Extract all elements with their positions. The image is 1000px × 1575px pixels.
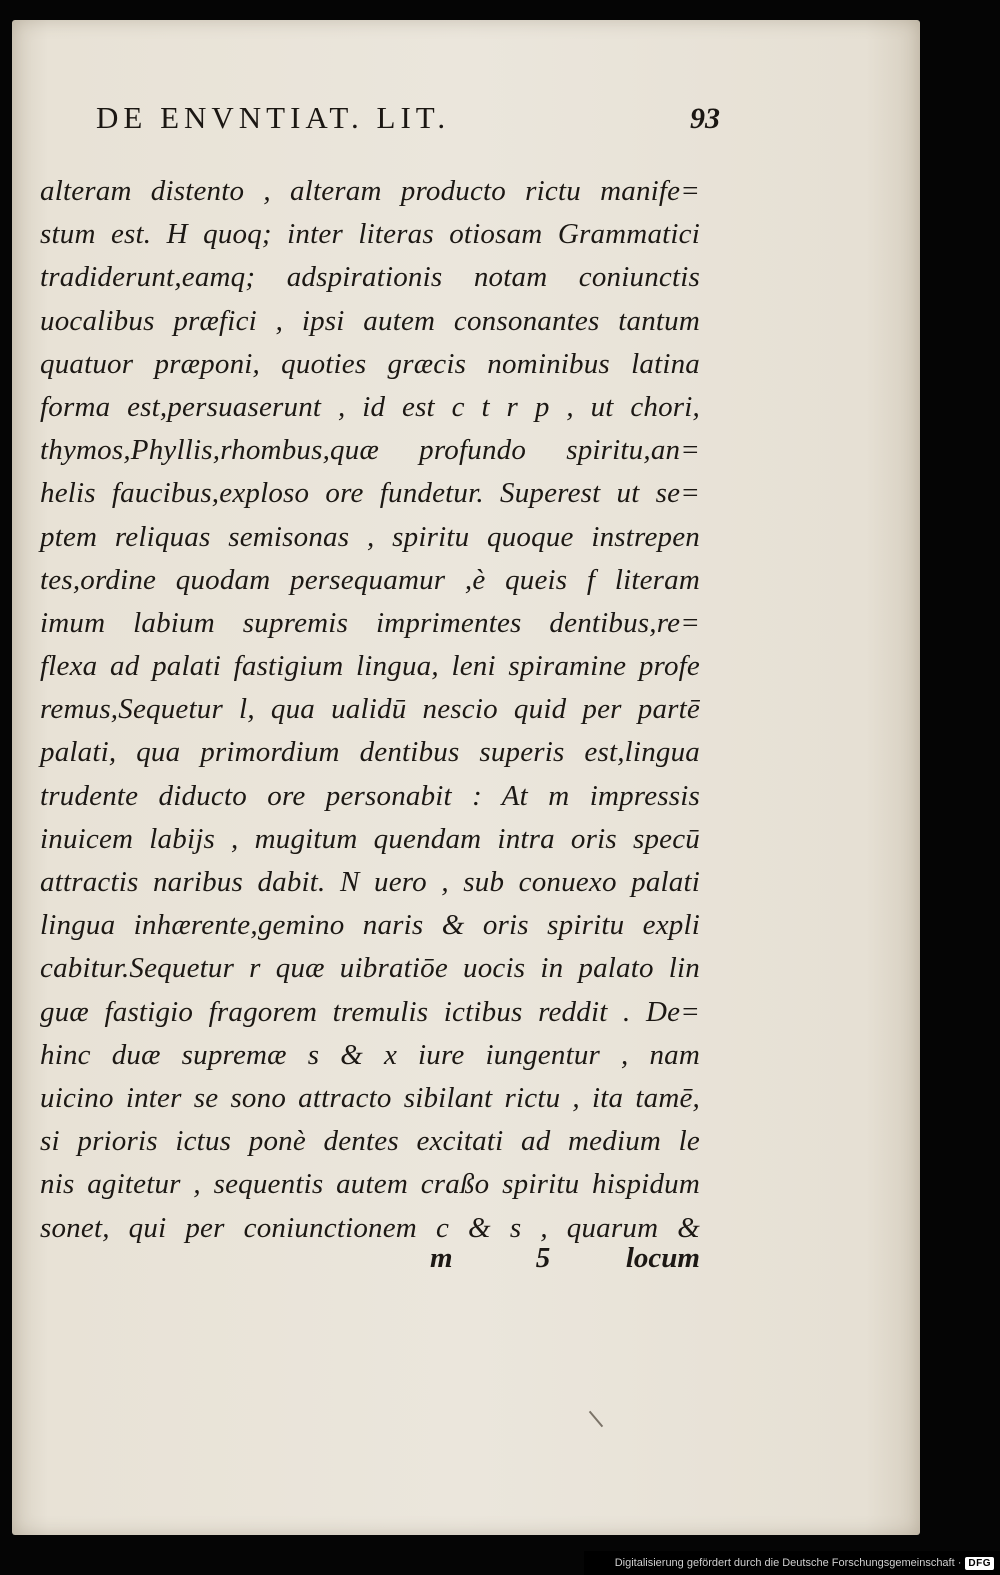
text-line: cabitur.Sequetur r quæ uibratiōe uocis in palato lin [40, 952, 700, 985]
dfg-logo-icon: DFG [965, 1557, 994, 1570]
text-line: sonet, qui per coniunctionem c & s , quarum & [40, 1211, 700, 1244]
body-text [40, 170, 700, 1250]
catchword: locum [625, 1242, 700, 1274]
text-line: attractis naribus dabit. N uero , sub conuexo palati [40, 866, 700, 898]
text-line: tradiderunt,eamq; adspirationis notam coniunctis [40, 261, 700, 294]
page-text-area [40, 20, 720, 1535]
footer-bar [584, 1551, 1000, 1575]
text-line: flexa ad palati fastigium lingua, leni spiramine profe [40, 650, 700, 683]
signature-number: 5 [535, 1242, 551, 1274]
text-line: ptem reliquas semisonas , spiritu quoque instrepen [40, 520, 700, 553]
text-line: trudente diducto ore personabit : At m impressis [40, 779, 700, 812]
running-head [96, 100, 720, 136]
text-line: quatuor præponi, quoties græcis nominibus latina [40, 347, 700, 380]
text-line: imum labium supremis imprimentes dentibus,re= [40, 606, 700, 639]
text-line: inuicem labijs , mugitum quendam intra oris specū [40, 822, 700, 855]
catchword-line [430, 1242, 700, 1275]
text-line: stum est. H quoq; inter literas otiosam Grammatici [40, 218, 700, 251]
text-line: uocalibus præfici , ipsi autem consonantes tantum [40, 304, 700, 337]
text-line: lingua inhærente,gemino naris & oris spiritu expli [40, 909, 700, 942]
text-line: forma est,persuaserunt , id est c t r p , ut chori, [40, 390, 700, 423]
text-line: tes,ordine quodam persequamur ,è queis f literam [40, 563, 700, 596]
text-line: nis agitetur , sequentis autem craßo spiritu hispidum [40, 1168, 700, 1201]
text-line: helis faucibus,exploso ore fundetur. Superest ut se= [40, 477, 700, 510]
text-line: guæ fastigio fragorem tremulis ictibus reddit . De= [40, 995, 700, 1028]
text-line: si prioris ictus ponè dentes excitati ad medium le [40, 1125, 700, 1158]
text-line: palati, qua primordium dentibus superis est,lingua [40, 736, 700, 769]
text-line: alteram distento , alteram producto rictu manife= [40, 175, 700, 207]
text-line: uicino inter se sono attracto sibilant rictu , ita tamē, [40, 1081, 700, 1114]
funding-credit: Digitalisierung gefördert durch die Deutsche Forschungsgemeinschaft · [614, 1557, 962, 1569]
text-line: remus,Sequetur l, qua ualidū nescio quid per partē [40, 693, 700, 726]
text-line: hinc duæ supremæ s & x iure iungentur , nam [40, 1038, 700, 1071]
signature-mark: m [430, 1242, 453, 1274]
text-line: thymos,Phyllis,rhombus,quæ profundo spiritu,an= [40, 434, 700, 467]
running-title: DE ENVNTIAT. LIT. [96, 100, 451, 135]
page-number: 93 [690, 102, 720, 135]
book-page [12, 20, 920, 1535]
